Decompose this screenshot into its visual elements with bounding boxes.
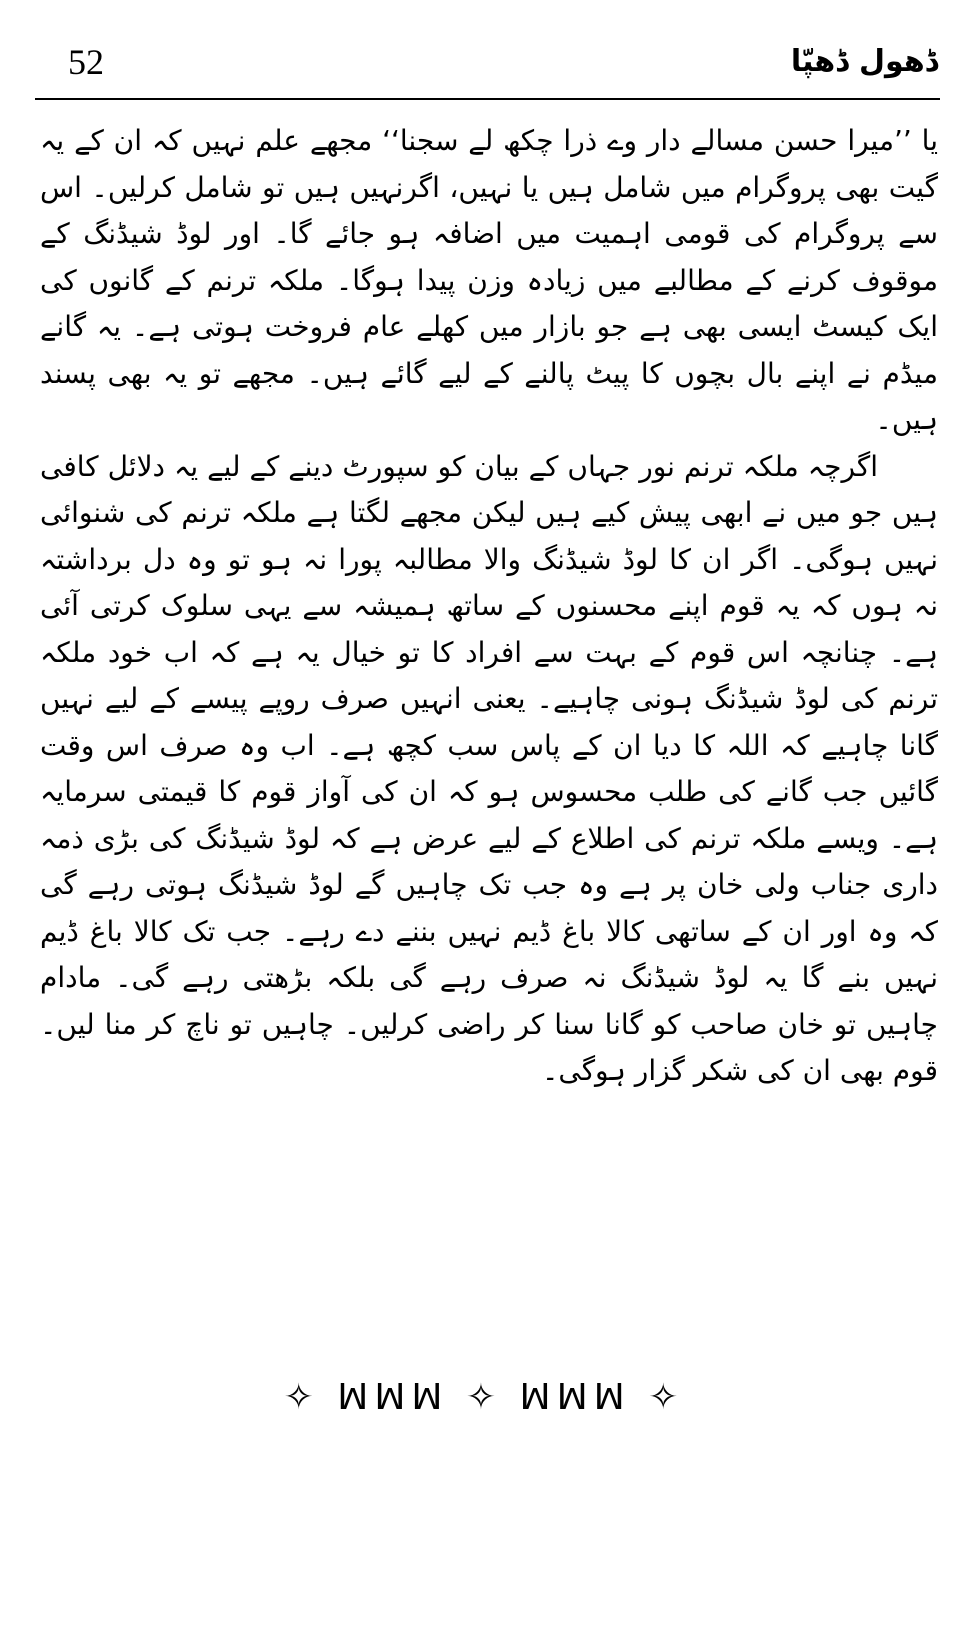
section-end-ornament: ✧ ꟽꟽꟽ ✧ ꟽꟽꟽ ✧ xyxy=(283,1377,685,1418)
body-text xyxy=(40,118,938,1095)
paragraph-1: یا ’’میرا حسن مسالے دار وے ذرا چکھ لے سجنا‘‘ مجھے علم نہیں کہ ان کے یہ گیت بھی پروگرام میں شامل ہیں یا نہیں، اگرنہیں ہیں تو شامل کرلیں۔ اس سے پروگرام کی قومی اہمیت میں اضافہ ہو جائے گا۔ اور لوڈ شیڈنگ کے موقوف کرنے کے مطالبے میں زیادہ وزن پیدا ہوگا۔ ملکہ ترنم کے گانوں کی ایک کیسٹ ایسی بھی ہے جو بازار میں کھلے عام فروخت ہوتی ہے۔ یہ گانے میڈم نے اپنے بال بچوں کا پیٹ پالنے کے لیے گائے ہیں۔ مجھے تو یہ بھی پسند ہیں۔ xyxy=(40,124,938,436)
paragraph-2: اگرچہ ملکہ ترنم نور جہاں کے بیان کو سپورٹ دینے کے لیے یہ دلائل کافی ہیں جو میں نے ابھی پیش کیے ہیں لیکن مجھے لگتا ہے ملکہ ترنم کی شنوائی نہیں ہوگی۔ اگر ان کا لوڈ شیڈنگ والا مطالبہ پورا نہ ہو تو وہ دل برداشتہ نہ ہوں کہ یہ قوم اپنے محسنوں کے ساتھ ہمیشہ سے یہی سلوک کرتی آئی ہے۔ چنانچہ اس قوم کے بہت سے افراد کا تو خیال یہ ہے کہ اب خود ملکہ ترنم کی لوڈ شیڈنگ ہونی چاہیے۔ یعنی انہیں صرف روپے پیسے کے لیے نہیں گانا چاہیے کہ اللہ کا دیا ان کے پاس سب کچھ ہے۔ اب وہ صرف اس وقت گائیں جب گانے کی طلب محسوس ہو کہ ان کی آواز قوم کا قیمتی سرمایہ ہے۔ ویسے ملکہ ترنم کی اطلاع کے لیے عرض ہے کہ لوڈ شیڈنگ کی بڑی ذمہ داری جناب ولی خان پر ہے وہ جب تک چاہیں گے لوڈ شیڈنگ ہوتی رہے گی کہ وہ اور ان کے ساتھی کالا باغ ڈیم نہیں بننے دے رہے۔ جب تک کالا باغ ڈیم نہیں بنے گا یہ لوڈ شیڈنگ نہ صرف رہے گی بلکہ بڑھتی رہے گی۔ مادام چاہیں تو خان صاحب کو گانا سنا کر راضی کرلیں۔ چاہیں تو ناچ کر منا لیں۔ قوم بھی ان کی شکر گزار ہوگی۔ xyxy=(40,449,938,1087)
header-divider xyxy=(35,98,940,100)
page-number: 52 xyxy=(68,42,104,82)
running-head-title: ڈھول ڈھپّا xyxy=(790,44,938,79)
